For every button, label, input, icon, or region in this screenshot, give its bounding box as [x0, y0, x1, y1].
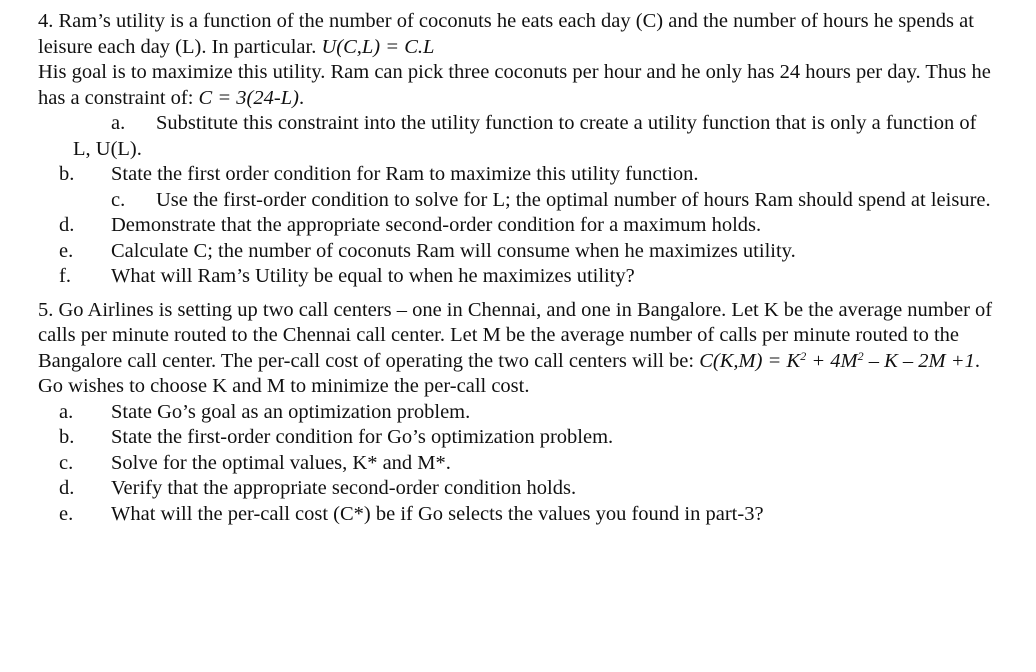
item-label: b. [59, 163, 75, 185]
problem-5-intro-text: 5. Go Airlines is setting up two call centers – one in Chennai, and one in Bangalore. Let K be the average number of calls per minute routed to the Chennai call center. Let M be the average number of calls per minute routed to the Bangalore call center. The per-call cost of operating the two call centers will be: [38, 298, 993, 372]
item-text: Substitute this constraint into the utility function to create a utility function that is only a function of L, U(L). [73, 112, 977, 160]
problem-4-item-a [38, 111, 998, 162]
item-label: f. [59, 265, 71, 287]
problem-4-item-c [38, 188, 998, 214]
item-label: d. [59, 214, 75, 236]
item-text: Calculate C; the number of coconuts Ram will consume when he maximizes utility. [111, 239, 796, 262]
item-label: d. [59, 477, 75, 499]
problem-5-item-e [38, 502, 998, 528]
document [38, 9, 998, 527]
item-label: e. [59, 239, 74, 262]
cost-formula [699, 350, 975, 372]
problem-4-item-b [38, 162, 998, 188]
item-text: What will Ram’s Utility be equal to when he maximizes utility? [111, 265, 635, 287]
problem-4-constraint [38, 60, 998, 111]
item-text: Demonstrate that the appropriate second-order condition for a maximum holds. [111, 214, 762, 236]
constraint-period: . [298, 86, 305, 109]
item-label: e. [59, 502, 74, 525]
item-text: What will the per-call cost (C*) be if Go selects the values you found in part-3? [111, 502, 764, 525]
item-text: Solve for the optimal values, K* and M*. [111, 451, 451, 474]
item-label: c. [59, 451, 74, 474]
item-text: Verify that the appropriate second-order condition holds. [111, 477, 577, 499]
cost-formula-part-b: + 4M [806, 349, 858, 372]
utility-formula: U(C,L) = C.L [321, 35, 435, 58]
problem-5-goal: Go wishes to choose K and M to minimize the per-call cost. [38, 375, 530, 397]
item-label: c. [111, 188, 126, 211]
problem-5-item-a [38, 400, 998, 426]
item-label: a. [111, 112, 126, 134]
item-text: State the first-order condition for Go’s optimization problem. [111, 426, 614, 448]
problem-5-item-b [38, 425, 998, 451]
problem-4-item-e [38, 239, 998, 265]
problem-5-intro [38, 298, 998, 375]
problem-4-intro [38, 9, 998, 60]
problem-5-item-d [38, 476, 998, 502]
item-label: b. [59, 426, 75, 448]
cost-exponent-k: 2 [800, 348, 807, 363]
problem-4-item-f [38, 264, 998, 290]
item-text: State Go’s goal as an optimization problem. [111, 400, 471, 423]
problem-5-item-c [38, 451, 998, 477]
item-text: State the first order condition for Ram to maximize this utility function. [111, 163, 699, 185]
cost-formula-part-a: C(K,M) = K [699, 349, 801, 372]
item-text: Use the first-order condition to solve for L; the optimal number of hours Ram should spend at leisure. [155, 188, 991, 211]
cost-formula-part-c: – K – 2M +1 [863, 349, 975, 372]
item-label: a. [59, 400, 74, 423]
problem-4-constraint-text: His goal is to maximize this utility. Ram can pick three coconuts per hour and he only has 24 hours per day. Thus he has a constraint of: [38, 61, 991, 109]
cost-formula-period: . [974, 349, 980, 372]
constraint-formula: C = 3(24-L) [198, 86, 299, 109]
problem-4-item-d [38, 213, 998, 239]
cost-exponent-m: 2 [857, 348, 864, 363]
problem-5 [38, 298, 998, 528]
problem-4 [38, 9, 998, 290]
problem-4-intro-text: 4. Ram’s utility is a function of the number of coconuts he eats each day (C) and the number of hours he spends at leisure each day (L). In particular. [38, 10, 974, 58]
